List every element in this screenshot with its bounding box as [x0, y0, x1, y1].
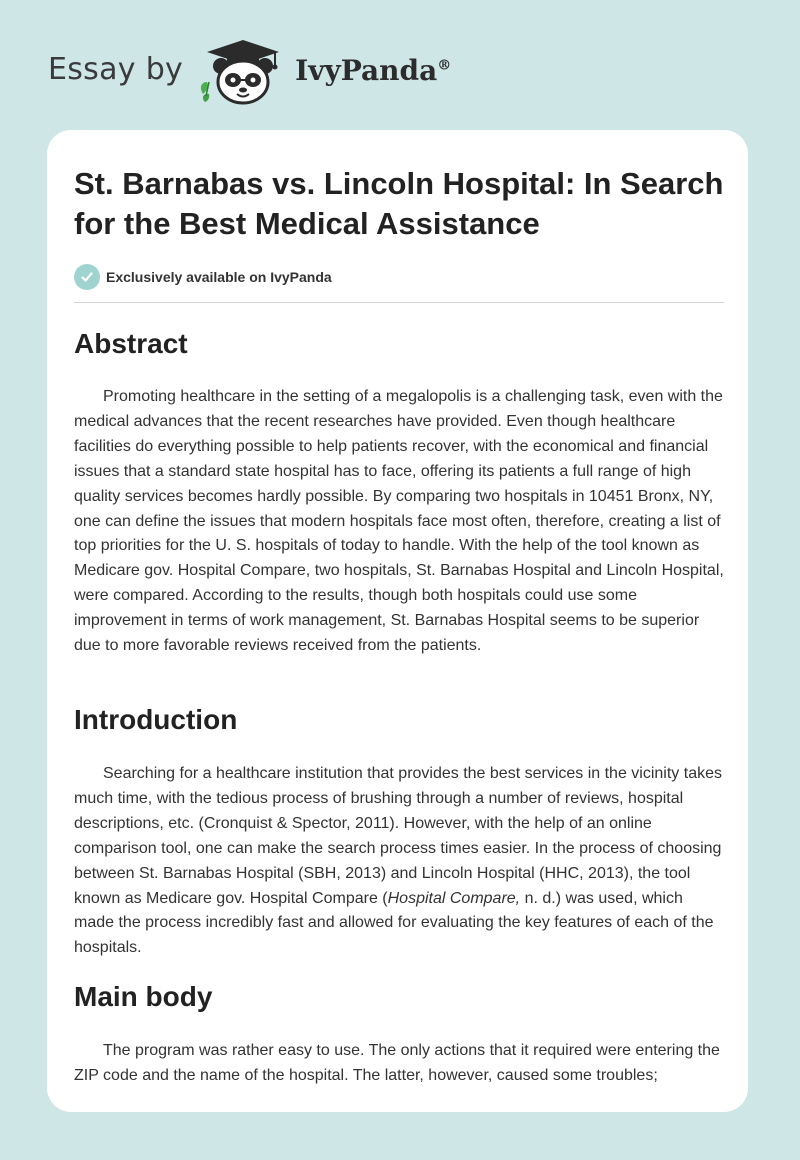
section-heading-introduction: Introduction: [74, 704, 238, 735]
section-heading-main-body: Main body: [74, 981, 213, 1012]
brand-header: [48, 36, 451, 106]
essay-card: [47, 130, 748, 1112]
introduction-text-italic: Hospital Compare,: [387, 889, 521, 907]
panda-graduate-icon: [197, 36, 289, 106]
essay-title: St. Barnabas vs. Lincoln Hospital: In Search for the Best Medical Assistance: [74, 166, 724, 241]
exclusive-label: Exclusively available on IvyPanda: [106, 269, 332, 285]
title-divider: [74, 302, 724, 303]
check-circle-icon: [74, 264, 100, 290]
section-heading-abstract: Abstract: [74, 328, 188, 359]
brand-name-text: IvyPanda: [295, 53, 438, 87]
brand-prefix: Essay by: [48, 51, 184, 87]
introduction-text-end: n. d.) was used, which made the process incredibly fast and allowed for evaluating the key features of each of the hospitals.: [74, 889, 714, 957]
introduction-paragraph: [74, 762, 724, 961]
introduction-text-start: Searching for a healthcare institution that provides the best services in the vicinity takes much time, with the tedious process of brushing through a number of reviews, hospital descriptions, etc. (Cronquist & Spector, 2011). However, with the help of an online comparison tool, one can make the search process times easier. In the process of choosing between St. Barnabas Hospital (SBH, 2013) and Lincoln Hospital (HHC, 2013), the tool known as Medicare gov. Hospital Compare (: [74, 765, 722, 907]
registered-mark: ®: [437, 57, 452, 74]
brand-name: [295, 54, 451, 87]
exclusive-badge: [74, 264, 332, 290]
abstract-paragraph: Promoting healthcare in the setting of a megalopolis is a challenging task, even with the medical advances that the recent researches have provided. Even though healthcare facilities do everything possible to help patients recover, with the economical and financial issues that a standard state hospital has to face, offering its patients a full range of high quality services becomes hardly possible. By comparing two hospitals in 10451 Bronx, NY, one can define the issues that modern hospitals face most often, therefore, creating a list of top priorities for the U. S. hospitals of today to handle. With the help of the tool known as Medicare gov. Hospital Compare, two hospitals, St. Barnabas Hospital and Lincoln Hospital, were compared. According to the results, though both hospitals could use some improvement in terms of work management, St. Barnabas Hospital seems to be superior due to more favorable reviews received from the patients.: [74, 388, 724, 655]
main-body-paragraph: The program was rather easy to use. The only actions that it required were entering the ZIP code and the name of the hospital. The latter, however, caused some troubles;: [74, 1042, 720, 1084]
